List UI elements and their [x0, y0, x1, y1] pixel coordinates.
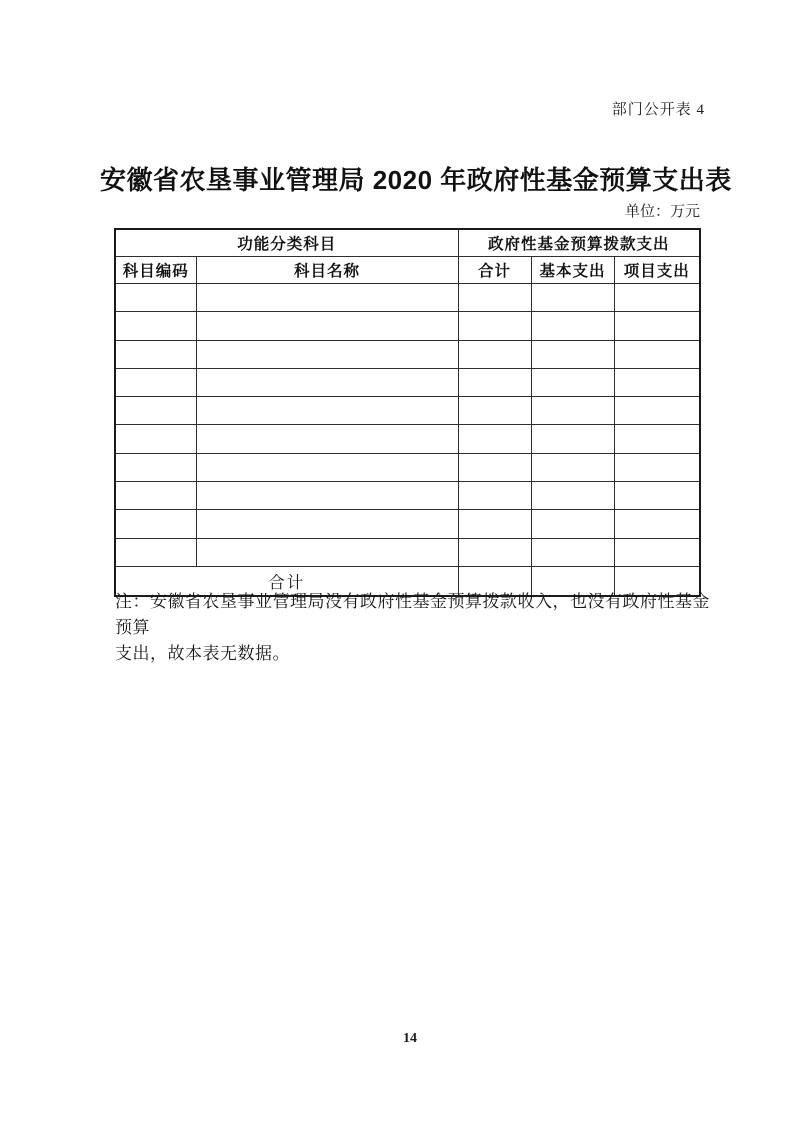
table-cell [614, 284, 700, 312]
table-cell [196, 340, 458, 368]
table-cell [531, 453, 614, 481]
table-cell [531, 538, 614, 566]
table-cell [458, 510, 531, 538]
table-cell [458, 482, 531, 510]
header-group-row [115, 229, 700, 257]
table-cell [458, 340, 531, 368]
table-cell [115, 312, 196, 340]
column-header-basic-expenditure: 基本支出 [531, 257, 614, 284]
table-cell [196, 538, 458, 566]
table-cell [531, 312, 614, 340]
table-cell [115, 425, 196, 453]
table-cell [531, 510, 614, 538]
table-cell [531, 425, 614, 453]
table-row [115, 453, 700, 481]
table-cell [458, 453, 531, 481]
table-row [115, 312, 700, 340]
header-columns-row [115, 257, 700, 284]
table-cell [614, 340, 700, 368]
table-row [115, 538, 700, 566]
table-row [115, 482, 700, 510]
page-number: 14 [403, 1031, 417, 1046]
table-cell [196, 482, 458, 510]
table-cell [458, 368, 531, 396]
corner-table-label: 部门公开表 4 [611, 102, 705, 118]
table-cell [458, 284, 531, 312]
table-cell [458, 538, 531, 566]
table-row [115, 284, 700, 312]
table-cell [531, 368, 614, 396]
column-header-subject-code: 科目编码 [115, 257, 196, 284]
note-text [115, 589, 715, 667]
table-cell [614, 538, 700, 566]
table-cell [531, 397, 614, 425]
budget-table [114, 228, 701, 597]
table-cell [196, 425, 458, 453]
table-cell [115, 482, 196, 510]
table-cell [614, 312, 700, 340]
table-cell [458, 425, 531, 453]
table-cell [115, 510, 196, 538]
table-row [115, 368, 700, 396]
column-header-subject-name: 科目名称 [196, 257, 458, 284]
table-row [115, 397, 700, 425]
table-cell [614, 453, 700, 481]
table-cell [614, 510, 700, 538]
table-cell [115, 397, 196, 425]
table-cell [614, 425, 700, 453]
table-cell [531, 482, 614, 510]
table-cell [115, 453, 196, 481]
table-cell [196, 284, 458, 312]
column-header-total: 合计 [458, 257, 531, 284]
table-cell [115, 284, 196, 312]
table-cell [196, 368, 458, 396]
table-row [115, 510, 700, 538]
table-cell [196, 453, 458, 481]
table-cell [115, 368, 196, 396]
table-cell [531, 284, 614, 312]
header-functional-classification: 功能分类科目 [115, 229, 458, 257]
table-cell [531, 340, 614, 368]
table-row [115, 425, 700, 453]
table-cell [196, 397, 458, 425]
table-cell [614, 368, 700, 396]
total-row-label: 合计 [115, 566, 458, 596]
table-cell [614, 397, 700, 425]
table-cell [614, 482, 700, 510]
table-cell [458, 397, 531, 425]
note-line-1: 注：安徽省农垦事业管理局没有政府性基金预算拨款收入，也没有政府性基金预算 [115, 592, 710, 637]
table-cell [115, 538, 196, 566]
page-title: 安徽省农垦事业管理局 2020 年政府性基金预算支出表 [100, 165, 732, 195]
table-cell [196, 510, 458, 538]
table-row [115, 340, 700, 368]
header-fund-budget-expenditure: 政府性基金预算拨款支出 [458, 229, 700, 257]
table-cell [196, 312, 458, 340]
column-header-project-expenditure: 项目支出 [614, 257, 700, 284]
table-cell [115, 340, 196, 368]
table-cell [458, 312, 531, 340]
unit-label: 单位：万元 [624, 204, 700, 220]
note-line-2: 支出，故本表无数据。 [115, 644, 290, 663]
